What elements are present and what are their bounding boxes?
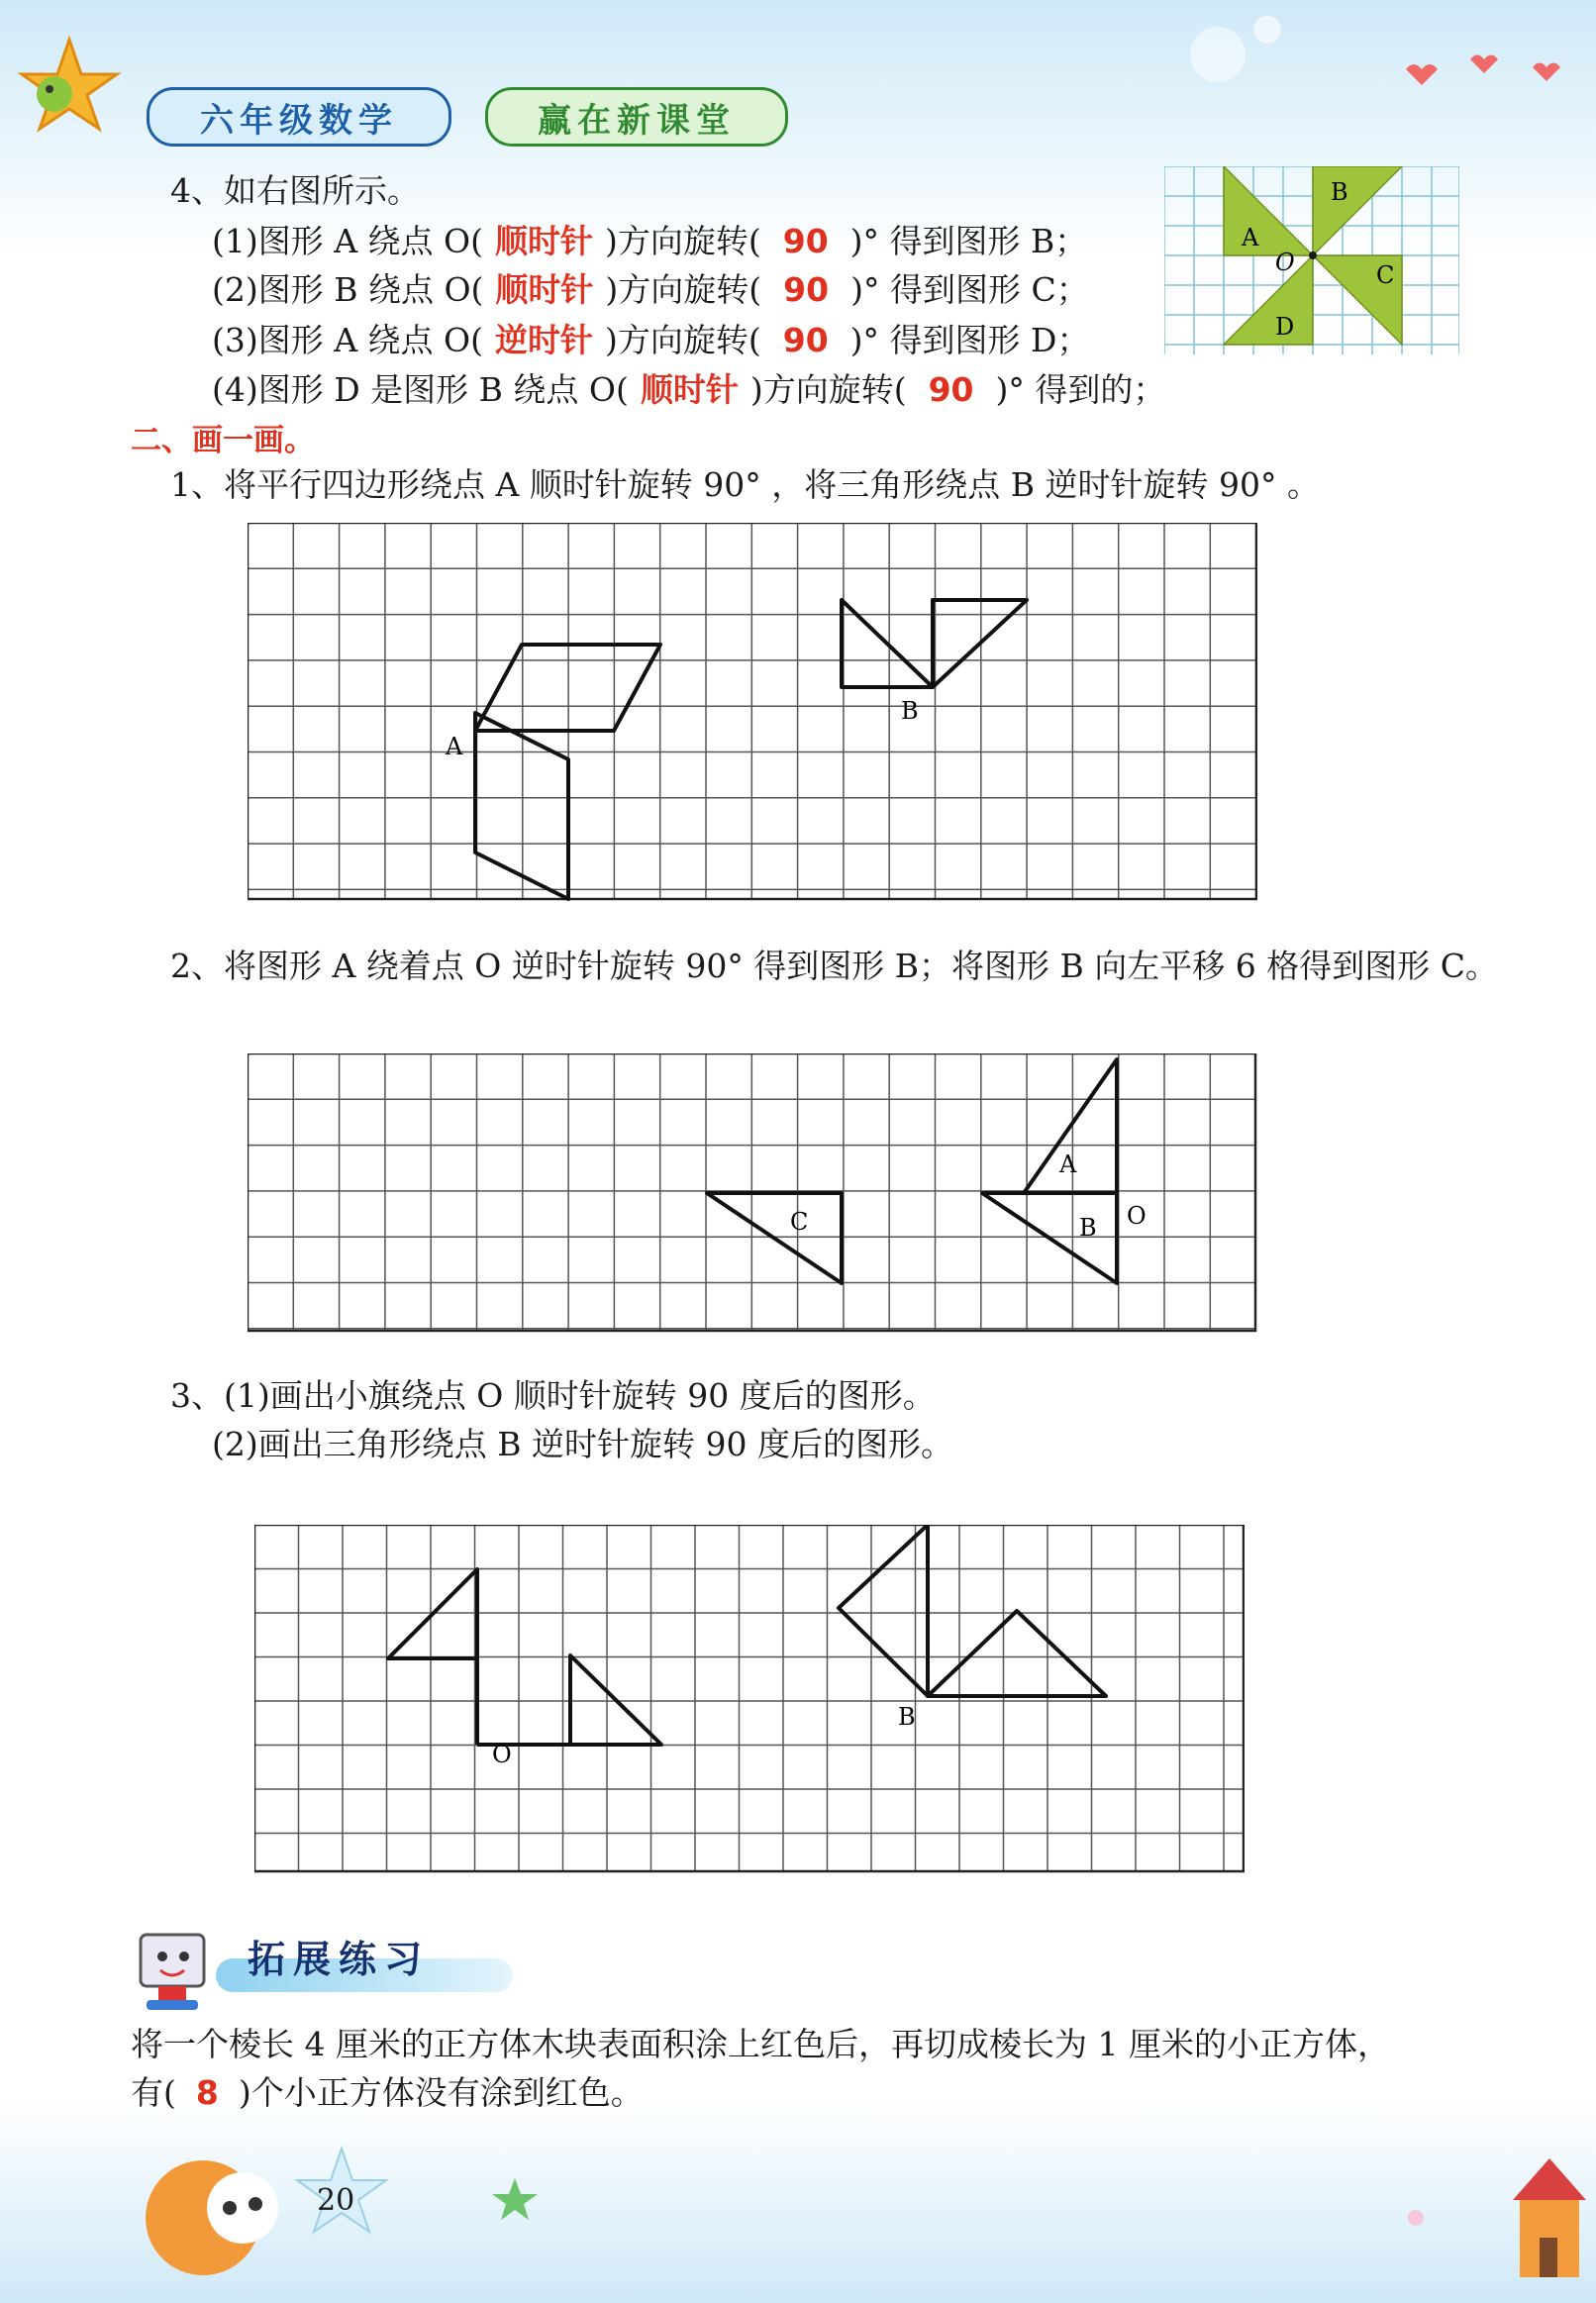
pinwheel-blade-a: [1224, 166, 1313, 255]
page-number: 20: [317, 2183, 355, 2218]
q4-line-4: (4)图形 D 是图形 B 绕点 O( 顺时针 )方向旋转( 90 )° 得到的；: [212, 370, 1166, 409]
pinwheel-label-o: O: [1275, 249, 1295, 276]
q4-line-3: (3)图形 A 绕点 O( 逆时针 )方向旋转( 90 )° 得到图形 D；: [212, 321, 1090, 359]
q4-intro: 4、如右图所示。: [170, 171, 420, 210]
answer-angle-1: 90: [782, 222, 829, 260]
draw-q1-grid: [248, 523, 1257, 901]
pinwheel-label-d: D: [1275, 313, 1295, 341]
draw-q3-line2: (2)画出三角形绕点 B 逆时针旋转 90 度后的图形。: [212, 1425, 953, 1463]
pinwheel-label-b: B: [1331, 178, 1348, 206]
q1-label-b: B: [901, 697, 919, 725]
triangle-rotated: [933, 600, 1027, 687]
answer-direction-4: 顺时针: [640, 370, 739, 409]
pinwheel-blade-d: [1224, 255, 1313, 345]
computer-mascot-icon: [129, 1925, 228, 2024]
extension-heading: 拓展练习: [248, 1938, 431, 1981]
draw-q1-text: 1、将平行四边形绕点 A 顺时针旋转 90° ，将三角形绕点 B 逆时针旋转 90° 。: [170, 465, 1320, 504]
answer-direction-2: 顺时针: [495, 270, 594, 309]
section-heading-draw: 二、画一画。: [131, 423, 315, 458]
q2-label-o: O: [1127, 1202, 1147, 1230]
q4-line-2: (2)图形 B 绕点 O( 顺时针 )方向旋转( 90 )° 得到图形 C；: [212, 270, 1089, 309]
pinwheel-label-c: C: [1376, 261, 1395, 289]
pinwheel-blade-b: [1313, 166, 1402, 255]
triangle-original: [842, 600, 933, 687]
parallelogram-rotated: [475, 713, 568, 899]
q2-label-a: A: [1059, 1151, 1077, 1178]
flag-rotated: [477, 1655, 661, 1745]
answer-angle-4: 90: [928, 370, 974, 409]
triangle-q3-rotated: [928, 1611, 1106, 1696]
draw-q2-text: 2、将图形 A 绕着点 O 逆时针旋转 90° 得到图形 B；将图形 B 向左平移 6 格得到图形 C。: [170, 947, 1498, 985]
draw-q2-grid: [248, 1053, 1257, 1333]
draw-q3-grid: [254, 1525, 1245, 1873]
draw-q3-line1: 3、(1)画出小旗绕点 O 顺时针旋转 90 度后的图形。: [170, 1376, 936, 1415]
answer-direction-1: 顺时针: [494, 222, 593, 260]
triangle-c: [707, 1193, 842, 1283]
triangle-q3-original: [839, 1525, 928, 1696]
answer-angle-3: 90: [782, 321, 829, 359]
extension-line-1: 将一个棱长 4 厘米的正方体木块表面积涂上红色后，再切成棱长为 1 厘米的小正方体，: [131, 2025, 1390, 2063]
flag-original: [388, 1569, 477, 1745]
footer-decoration: [0, 2139, 1596, 2303]
extension-line-2: 有( 8 )个小正方体没有涂到红色。: [131, 2073, 644, 2112]
q1-label-a: A: [446, 733, 463, 760]
answer-angle-2: 90: [783, 270, 830, 309]
star-icon: [22, 40, 117, 129]
q4-pinwheel-figure: [1164, 166, 1459, 354]
q3-label-b: B: [898, 1703, 916, 1731]
extension-answer: 8: [195, 2073, 219, 2112]
answer-direction-3: 逆时针: [494, 321, 593, 359]
q4-line-1: (1)图形 A 绕点 O( 顺时针 )方向旋转( 90 )° 得到图形 B；: [212, 222, 1088, 260]
q2-label-b: B: [1079, 1214, 1097, 1242]
book-series: 赢在新课堂: [485, 87, 788, 147]
q3-label-o: O: [492, 1741, 512, 1768]
pinwheel-label-a: A: [1242, 224, 1259, 251]
q2-label-c: C: [790, 1208, 809, 1236]
book-title: 六年级数学: [147, 87, 451, 147]
